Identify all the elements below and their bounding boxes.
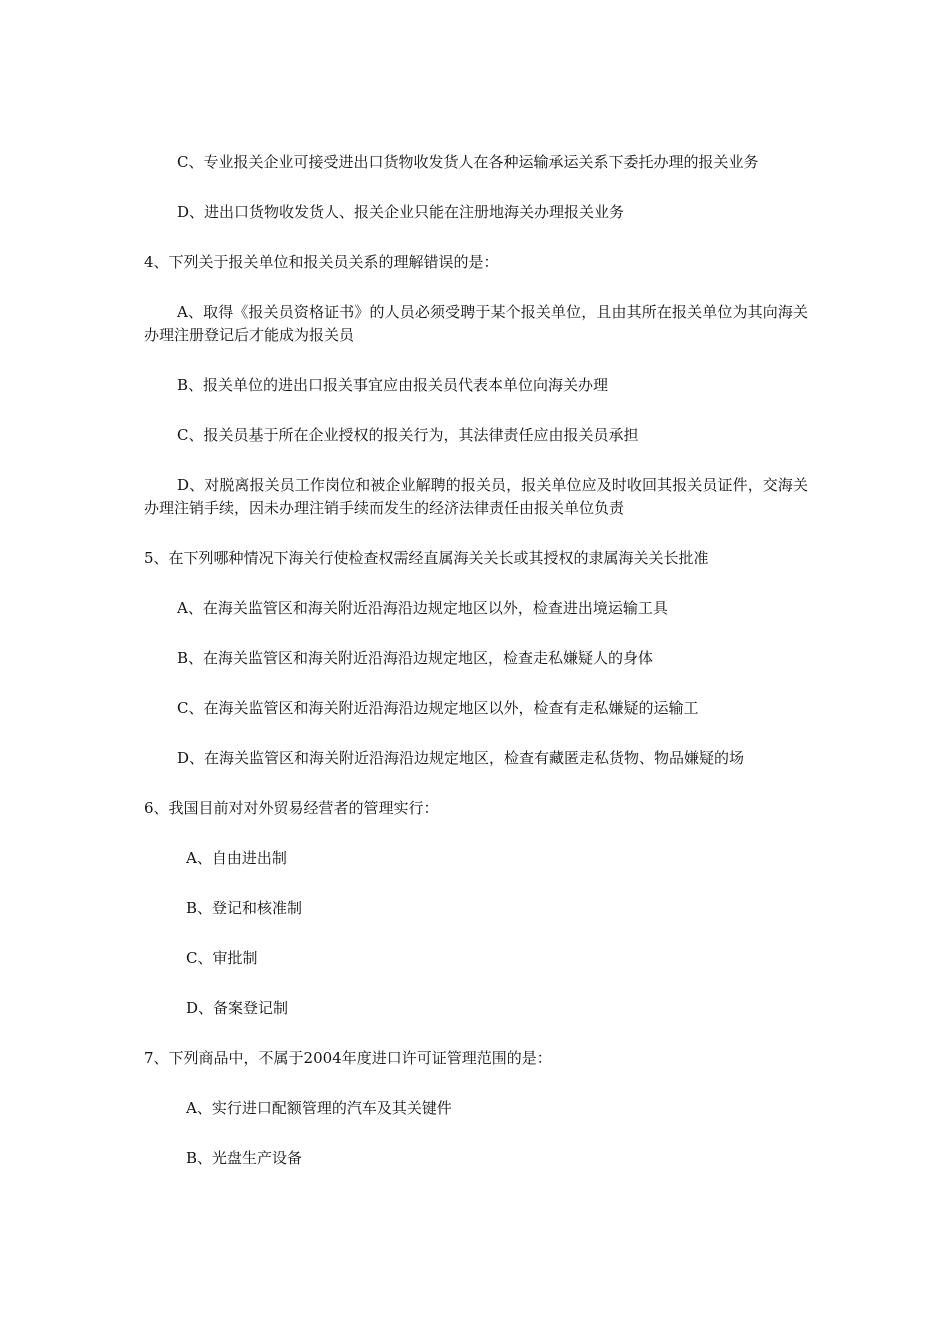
option-5b: B、在海关监管区和海关附近沿海沿边规定地区，检查走私嫌疑人的身体 [177,649,654,667]
option-4a: A、取得《报关员资格证书》的人员必须受聘于某个报关单位，且由其所在报关单位为其向海关办理注册登记后才能成为报关员 [144,303,808,344]
question-5: 5、在下列哪种情况下海关行使检查权需经直属海关关长或其授权的隶属海关关长批准 [144,549,709,567]
option-7b: B、光盘生产设备 [186,1149,303,1167]
option-6d: D、备案登记制 [186,999,289,1017]
option-3d: D、进出口货物收发货人、报关企业只能在注册地海关办理报关业务 [177,203,625,221]
option-4b: B、报关单位的进出口报关事宜应由报关员代表本单位向海关办理 [177,376,609,394]
question-6: 6、我国目前对对外贸易经营者的管理实行： [144,799,439,817]
option-6b: B、登记和核准制 [186,899,303,917]
option-5c: C、在海关监管区和海关附近沿海沿边规定地区以外，检查有走私嫌疑的运输工 [177,699,699,717]
option-4d: D、对脱离报关员工作岗位和被企业解聘的报关员，报关单位应及时收回其报关员证件，交海关办理注销手续，因未办理注销手续而发生的经济法律责任由报关单位负责 [144,476,808,517]
question-7: 7、下列商品中，不属于2004年度进口许可证管理范围的是： [144,1049,552,1067]
document-body [144,151,808,1197]
question-4: 4、下列关于报关单位和报关员关系的理解错误的是： [144,253,499,271]
option-6c: C、审批制 [186,949,258,967]
option-5a: A、在海关监管区和海关附近沿海沿边规定地区以外，检查进出境运输工具 [177,599,668,617]
option-5d: D、在海关监管区和海关附近沿海沿边规定地区，检查有藏匿走私货物、物品嫌疑的场 [177,749,745,767]
option-4c: C、报关员基于所在企业授权的报关行为，其法律责任应由报关员承担 [177,426,639,444]
option-7a: A、实行进口配额管理的汽车及其关键件 [186,1099,452,1117]
option-6a: A、自由进出制 [186,849,287,867]
option-3c: C、专业报关企业可接受进出口货物收发货人在各种运输承运关系下委托办理的报关业务 [177,153,759,171]
